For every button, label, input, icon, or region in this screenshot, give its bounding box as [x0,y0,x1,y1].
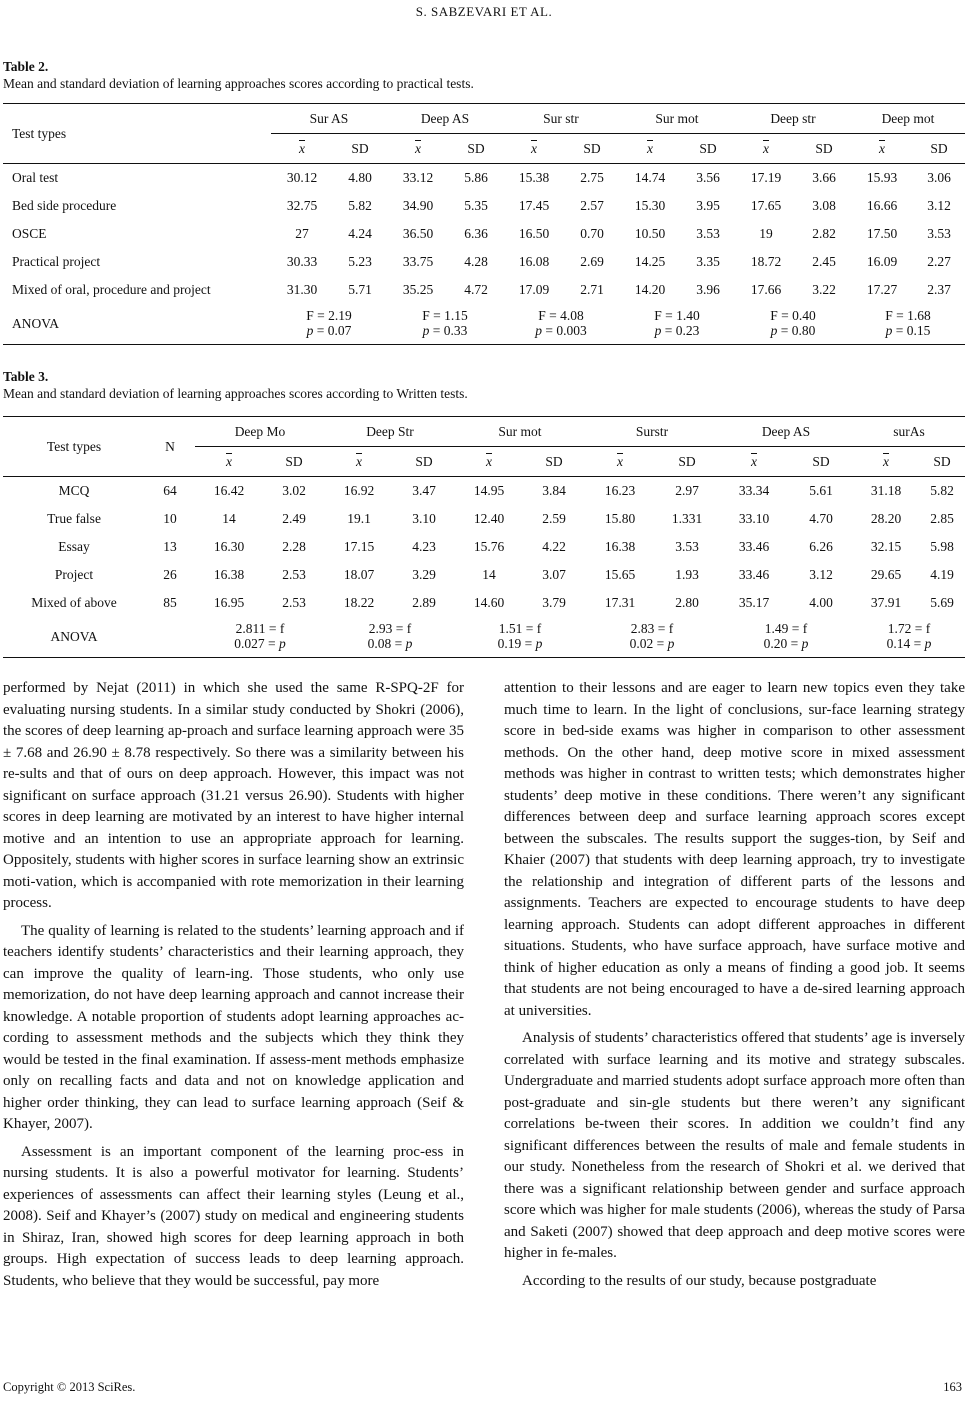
table-cell: 16.50 [518,226,550,241]
anova-f-value: 2.93 = f [368,621,412,636]
table-cell: 2.53 [282,595,306,610]
table-cell: 5.71 [348,282,372,297]
row-label: Mixed of above [31,595,117,610]
table2-sd-header: SD [913,134,965,164]
table-cell: 5.35 [464,198,488,213]
table-cell: 29.65 [870,567,902,582]
anova-stat [455,617,585,658]
table-cell: 3.79 [542,595,566,610]
table-cell: 18.72 [750,254,782,269]
table-cell: 17.50 [866,226,898,241]
anova-stat [387,304,503,345]
table-cell: 3.47 [412,483,436,498]
anova-f-value: 1.51 = f [498,621,542,636]
table-cell: 12.40 [473,511,505,526]
table2-mean-header: $\overline{x}$ [735,134,797,164]
table-cell: 14.20 [634,282,666,297]
table-cell: 18.22 [343,595,375,610]
anova-row [3,304,965,345]
anova-stat [195,617,325,658]
row-label: Project [54,567,94,582]
table-cell: 17.65 [750,198,782,213]
table-cell: 3.56 [696,170,720,185]
anova-row [3,617,965,658]
table-row [3,477,965,506]
table3-sd-header: SD [263,447,325,477]
table-cell: 3.53 [927,226,951,241]
anova-n-empty [145,617,195,658]
table-cell: 5.23 [348,254,372,269]
anova-p-value: 0.20 = p [763,636,809,651]
anova-p-value: 0.14 = p [886,636,932,651]
table-cell: 14.95 [473,483,505,498]
anova-f-value: 2.83 = f [630,621,674,636]
table-cell: 2.69 [580,254,604,269]
table-row [3,164,965,193]
table-cell: 2.37 [927,282,951,297]
left-text-column [3,678,464,1292]
table2-group-header: Sur str [503,104,619,134]
anova-p-value: 0.02 = p [629,636,675,651]
table-cell: 35.25 [402,282,434,297]
table-cell: 17.27 [866,282,898,297]
table-cell: 3.29 [412,567,436,582]
table-cell: 4.24 [348,226,372,241]
table3-group-header: Surstr [585,417,719,447]
table2-mean-header: $\overline{x}$ [851,134,913,164]
table-cell: 2.45 [812,254,836,269]
table2-number: Table 2. [3,59,49,74]
paragraph: Analysis of students’ characteristics offered that students’ age is inversely correlated with surface learning and its motive and strategy subscales. Undergraduate and married students adopt surface approach more often than post-graduate and sin-gle students but there weren’t any significant correlations be-tween their scores. In addition we couldn’t find any significant differences between the results of male and female students in our study. Nonetheless from the research of Shokri et al. we derived that there was a significant relationship between gender and surface approach score which was higher for male students (2006), whereas the study of Parsa and Saketi (2007) showed that deep approach and deep motive scores were higher in fe-males. [504,1030,965,1261]
anova-stat [853,617,965,658]
table-cell: 2.80 [675,595,699,610]
table-cell: 18.07 [343,567,375,582]
paragraph: Assessment is an important component of the learning proc-ess in nursing students. It is also a powerful motivator for learning. Students’ experiences of assessments can affect their learning styles (Leung et al., 2008). Seif and Khayer’s (2007) study on medical and engineering students in Shiraz, Iran, showed high scores for deep learning approach in both groups. High expectation of success leads to deep learning approach. Students, who believe that they would be successful, pay more [3,1143,464,1289]
table-cell: 4.22 [542,539,566,554]
anova-p-value: p = 0.80 [770,323,816,338]
anova-p-value: p = 0.07 [306,323,352,338]
anova-f-value: F = 2.19 [306,308,352,323]
table-cell: 4.72 [464,282,488,297]
table-cell: 3.02 [282,483,306,498]
row-label: Bed side procedure [12,198,117,213]
table-cell: 5.82 [348,198,372,213]
row-n: 85 [163,595,177,610]
anova-f-value: 2.811 = f [235,621,285,636]
row-label: Oral test [12,170,59,185]
table3-mean-header: $\overline{x}$ [585,447,655,477]
table3-mean-header: $\overline{x}$ [195,447,263,477]
table-cell: 3.22 [812,282,836,297]
table3-group-header: surAs [853,417,965,447]
table-cell: 3.06 [927,170,951,185]
table-cell: 2.59 [542,511,566,526]
table-cell: 32.15 [870,539,902,554]
anova-f-value: F = 1.68 [885,308,931,323]
table-cell: 3.95 [696,198,720,213]
table-cell: 17.15 [343,539,375,554]
table-cell: 2.97 [675,483,699,498]
anova-p-value: p = 0.33 [422,323,468,338]
table-row [3,220,965,248]
table3-mean-header: $\overline{x}$ [325,447,393,477]
anova-stat [619,304,735,345]
anova-stat [719,617,853,658]
table-row [3,505,965,533]
table-cell: 2.27 [927,254,951,269]
row-label: OSCE [12,226,47,241]
table-cell: 16.09 [866,254,898,269]
table-cell: 4.23 [412,539,436,554]
table-cell: 16.08 [518,254,550,269]
table-cell: 4.28 [464,254,488,269]
anova-label: ANOVA [3,304,271,345]
table-cell: 0.70 [580,226,604,241]
table3 [3,416,965,658]
table2-sd-header: SD [333,134,387,164]
row-label: Practical project [12,254,101,269]
table-cell: 16.92 [343,483,375,498]
table2-caption: Mean and standard deviation of learning approaches scores according to practical tests. [3,76,474,91]
anova-f-value: F = 4.08 [538,308,584,323]
table-cell: 2.28 [282,539,306,554]
table-cell: 3.84 [542,483,566,498]
table-cell: 2.82 [812,226,836,241]
table-cell: 2.71 [580,282,604,297]
table-cell: 32.75 [286,198,318,213]
page-number: 163 [943,1380,962,1394]
table-cell: 5.98 [930,539,954,554]
table-cell: 4.80 [348,170,372,185]
table2-mean-header: $\overline{x}$ [619,134,681,164]
row-n: 13 [163,539,177,554]
table3-sd-header: SD [919,447,965,477]
table-cell: 27 [295,226,309,241]
table-cell: 3.53 [675,539,699,554]
row-label: Essay [58,539,90,554]
copyright-notice: Copyright © 2013 SciRes. [3,1380,136,1394]
row-n: 26 [163,567,177,582]
table2-sd-header: SD [681,134,735,164]
table-cell: 31.18 [870,483,902,498]
paragraph: The quality of learning is related to the students’ learning approach and if teachers identify students’ characteristics and their learning approach, they can improve the quality of learn-ing. Those students, who only use memorization, do not have deep learning approach and cannot increase their knowledge. A notable proportion of students adopt learning approaches ac-cording to assessment methods and the subjects which they think they would be tested in the final examination. If assess-ment methods emphasize only on recalling facts and data and not on knowledge application and higher order thinking, they can lead to surface learning approach (Seif & Khayer, 2007). [3,922,464,1132]
table3-sd-header: SD [789,447,853,477]
table-cell: 2.57 [580,198,604,213]
table-cell: 3.07 [542,567,566,582]
table2-row-header: Test types [3,104,271,164]
table2-mean-header: $\overline{x}$ [503,134,565,164]
anova-stat [735,304,851,345]
table2-group-header: Deep str [735,104,851,134]
table2-group-header: Sur AS [271,104,387,134]
table2-group-header: Deep AS [387,104,503,134]
table-cell: 14.60 [473,595,505,610]
table-cell: 6.26 [809,539,833,554]
table-cell: 3.12 [809,567,833,582]
table3-group-header: Deep AS [719,417,853,447]
anova-label: ANOVA [3,617,145,658]
table-cell: 3.96 [696,282,720,297]
table2-sd-header: SD [797,134,851,164]
table-cell: 17.09 [518,282,550,297]
table-cell: 1.93 [675,567,699,582]
table3-sd-header: SD [523,447,585,477]
table-cell: 31.30 [286,282,318,297]
table-cell: 3.66 [812,170,836,185]
table-cell: 5.61 [809,483,833,498]
table-cell: 4.19 [930,567,954,582]
table-cell: 33.46 [738,539,770,554]
table-cell: 28.20 [870,511,902,526]
table-row [3,589,965,617]
table-cell: 30.33 [286,254,318,269]
table-cell: 16.95 [213,595,245,610]
row-label: True false [47,511,101,526]
table3-caption: Mean and standard deviation of learning approaches scores according to Written tests. [3,386,468,401]
anova-f-value: 1.72 = f [887,621,931,636]
table-row [3,192,965,220]
table2 [3,103,965,345]
anova-p-value: 0.08 = p [367,636,413,651]
table-cell: 33.34 [738,483,770,498]
table-cell: 4.70 [809,511,833,526]
table-cell: 33.10 [738,511,770,526]
row-label: MCQ [58,483,90,498]
table2-mean-header: $\overline{x}$ [271,134,333,164]
anova-stat [585,617,719,658]
table-cell: 14.25 [634,254,666,269]
table-cell: 19 [759,226,773,241]
table-cell: 16.38 [604,539,636,554]
row-n: 64 [163,483,177,498]
table-cell: 15.76 [473,539,505,554]
table-cell: 3.12 [927,198,951,213]
table-row [3,533,965,561]
table-cell: 16.23 [604,483,636,498]
table-cell: 19.1 [347,511,371,526]
row-n: 10 [163,511,177,526]
table-cell: 3.35 [696,254,720,269]
table-cell: 17.19 [750,170,782,185]
right-text-column [504,678,965,1292]
table-cell: 15.30 [634,198,666,213]
table2-sd-header: SD [565,134,619,164]
table-cell: 10.50 [634,226,666,241]
anova-p-value: 0.027 = p [234,636,286,651]
table-cell: 33.12 [402,170,434,185]
table3-group-header: Sur mot [455,417,585,447]
table-cell: 5.82 [930,483,954,498]
table-cell: 3.10 [412,511,436,526]
table-cell: 36.50 [402,226,434,241]
table-cell: 15.38 [518,170,550,185]
anova-p-value: p = 0.003 [535,323,587,338]
table3-number: Table 3. [3,369,49,384]
table-cell: 2.53 [282,567,306,582]
table-cell: 5.69 [930,595,954,610]
table-cell: 35.17 [738,595,770,610]
table2-caption-block [3,58,474,92]
table-cell: 16.38 [213,567,245,582]
table3-mean-header: $\overline{x}$ [853,447,919,477]
table-cell: 14 [482,567,496,582]
table-cell: 17.45 [518,198,550,213]
anova-stat [325,617,455,658]
table-cell: 34.90 [402,198,434,213]
table-cell: 15.80 [604,511,636,526]
table-cell: 15.93 [866,170,898,185]
table-cell: 16.30 [213,539,245,554]
table-cell: 14.74 [634,170,666,185]
table-cell: 37.91 [870,595,902,610]
table3-mean-header: $\overline{x}$ [719,447,789,477]
table-row [3,276,965,304]
table-cell: 2.49 [282,511,306,526]
table3-n-header: N [145,417,195,477]
row-label: Mixed of oral, procedure and project [12,282,211,297]
running-head: S. SABZEVARI ET AL. [415,4,553,19]
table-cell: 33.46 [738,567,770,582]
table-cell: 14 [222,511,236,526]
table-cell: 17.31 [604,595,636,610]
paragraph: attention to their lessons and are eager to learn new topics even they take much time to learn. In the light of conclusions, sur-face learning strategy score in bed-side exams was higher in comparison to other assessment methods. On the other hand, deep motive score in mixed assessment methods was higher in contrast to written tests; which demonstrates higher students’ deep motive in these conditions. There weren’t any significant differences between deep and surface learning approach scores except between the subscales. The results support the sugges-tion, by Seif and Khaier (2007) that students with deep learning approach, try to investigate the relationship and integration of different parts of the lessons and assignments. Teachers are expected to encourage students to have deep learning approach. Students can adopt different approaches in different situations. Students, who have surface approach, have surface motive and think of higher education as only a means of finding a good job. It seems that students are not being encouraged to have a de-sired learning approach at universities. [504,680,965,1019]
table-row [3,561,965,589]
table-cell: 2.75 [580,170,604,185]
table-cell: 33.75 [402,254,434,269]
anova-p-value: 0.19 = p [497,636,543,651]
paragraph: According to the results of our study, because postgraduate [522,1272,877,1289]
table3-sd-header: SD [655,447,719,477]
anova-f-value: F = 0.40 [770,308,816,323]
table3-mean-header: $\overline{x}$ [455,447,523,477]
table3-row-header: Test types [3,417,145,477]
table-cell: 2.85 [930,511,954,526]
table-cell: 17.66 [750,282,782,297]
table-cell: 1.331 [671,511,703,526]
anova-f-value: 1.49 = f [764,621,808,636]
table-cell: 15.65 [604,567,636,582]
paragraph: performed by Nejat (2011) in which she used the same R-SPQ-2F for evaluating nursing students. In a similar study conducted by Shokri (2006), the scores of deep learning ap-proach and surface learning approach were 35 ± 7.68 and 26.90 ± 8.78 respectively. So there was a similarity between his re-sults and that of ours on deep approach. However, this impact was not significant on surface approach (31.21 versus 26.90). Students with higher scores in deep learning are motivated by an interest to have higher internal motive and an intention to use an appropriate approach for learning. Oppositely, students with higher scores in surface learning show an extrinsic moti-vation, which is accompanied with rote memorization in their learning process. [3,680,464,911]
table3-caption-block [3,368,468,402]
table-cell: 16.66 [866,198,898,213]
table-row [3,248,965,276]
anova-p-value: p = 0.15 [885,323,931,338]
table-cell: 6.36 [464,226,488,241]
table-cell: 3.08 [812,198,836,213]
table2-group-header: Sur mot [619,104,735,134]
anova-stat [271,304,387,345]
anova-p-value: p = 0.23 [654,323,700,338]
table-cell: 5.86 [464,170,488,185]
anova-f-value: F = 1.15 [422,308,468,323]
table-cell: 4.00 [809,595,833,610]
table2-mean-header: $\overline{x}$ [387,134,449,164]
table3-group-header: Deep Mo [195,417,325,447]
table2-group-header: Deep mot [851,104,965,134]
table-cell: 30.12 [286,170,318,185]
table-cell: 3.53 [696,226,720,241]
anova-stat [503,304,619,345]
table-cell: 16.42 [213,483,245,498]
table3-sd-header: SD [393,447,455,477]
table-cell: 2.89 [412,595,436,610]
anova-f-value: F = 1.40 [654,308,700,323]
table3-group-header: Deep Str [325,417,455,447]
table2-sd-header: SD [449,134,503,164]
anova-stat [851,304,965,345]
